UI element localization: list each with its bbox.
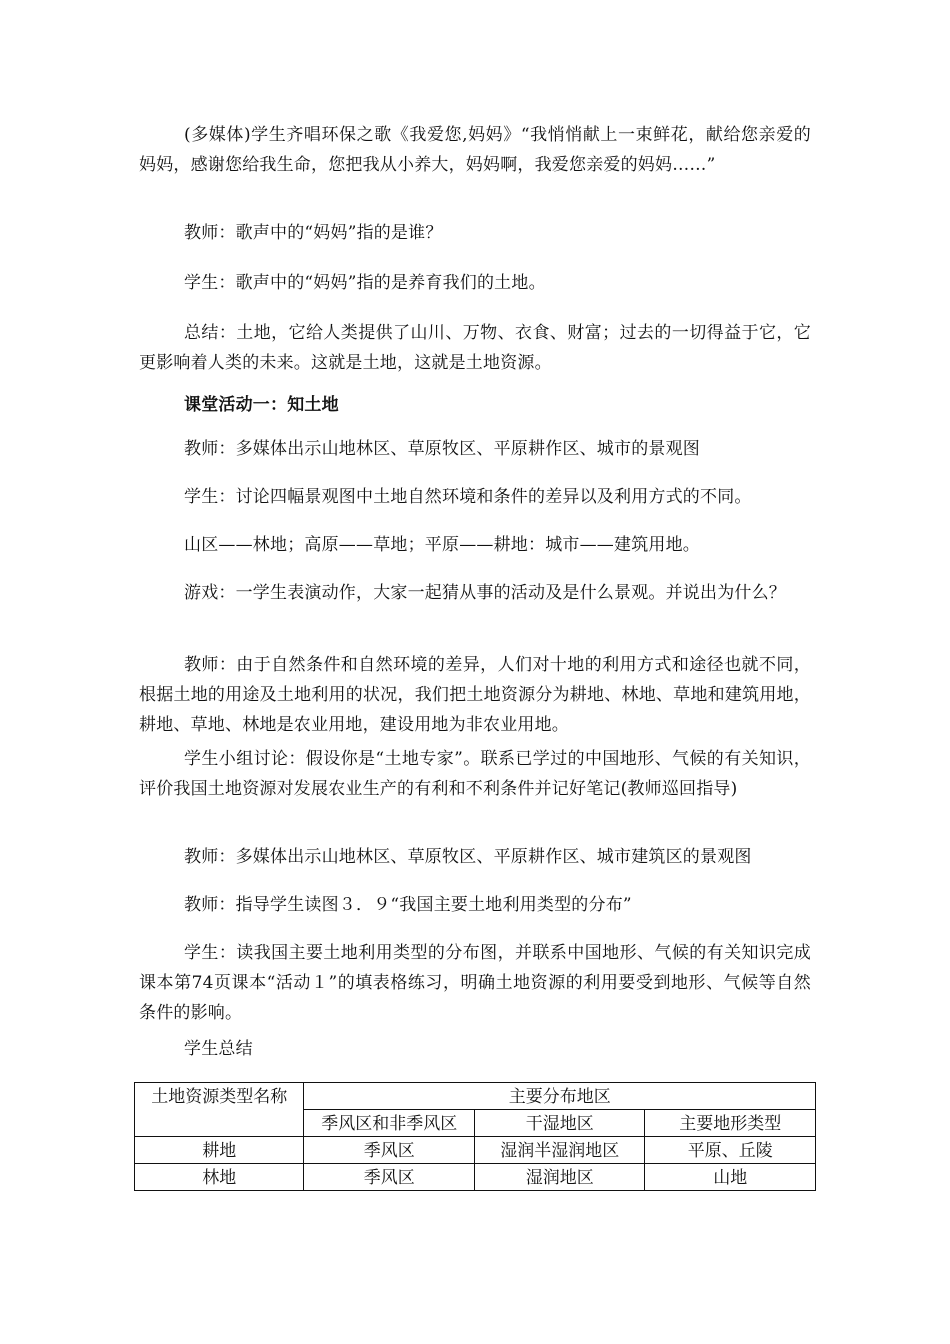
section-heading-activity-one: 课堂活动一：知土地 bbox=[184, 395, 339, 415]
paragraph-teacher-map: 教师：指导学生读图３．９“我国主要土地利用类型的分布” bbox=[184, 895, 632, 915]
table-cell: 湿润半湿润地区 bbox=[474, 1137, 645, 1164]
paragraph-teacher-question: 教师：歌声中的“妈妈”指的是谁？ bbox=[184, 223, 443, 243]
table-cell: 季风区 bbox=[304, 1164, 475, 1191]
land-resource-table bbox=[134, 1082, 816, 1191]
paragraph-teacher-multimedia-2: 教师：多媒体出示山地林区、草原牧区、平原耕作区、城市建筑区的景观图 bbox=[184, 847, 752, 867]
paragraph-teacher-multimedia: 教师：多媒体出示山地林区、草原牧区、平原耕作区、城市的景观图 bbox=[184, 439, 700, 459]
table-cell: 湿润地区 bbox=[474, 1164, 645, 1191]
table-subheader-monsoon: 季风区和非季风区 bbox=[304, 1110, 475, 1137]
table-row bbox=[135, 1164, 816, 1191]
table-cell: 平原、丘陵 bbox=[645, 1137, 816, 1164]
table-cell: 林地 bbox=[135, 1164, 304, 1191]
paragraph-student-discussion: 学生：讨论四幅景观图中土地自然环境和条件的差异以及利用方式的不同。 bbox=[184, 487, 752, 507]
paragraph-teacher-explanation: 教师：由于自然条件和自然环境的差异，人们对十地的利用方式和途径也就不同，根据土地的用途及土地利用的状况，我们把土地资源分为耕地、林地、草地和建筑用地，耕地、草地、林地是农业用地，建设用地为非农业用地。 bbox=[139, 655, 811, 735]
paragraph-student-map-reading: 学生：读我国主要土地利用类型的分布图，并联系中国地形、气候的有关知识完成课本第74页课本“活动１”的填表格练习，明确土地资源的利用要受到地形、气候等自然条件的影响。 bbox=[139, 943, 811, 1023]
paragraph-student-answer: 学生：歌声中的“妈妈”指的是养育我们的土地。 bbox=[184, 273, 546, 293]
paragraph-game: 游戏：一学生表演动作，大家一起猜从事的活动及是什么景观。并说出为什么？ bbox=[184, 583, 786, 603]
paragraph-student-summary: 学生总结 bbox=[184, 1039, 253, 1059]
paragraph-summary: 总结：土地，它给人类提供了山川、万物、衣食、财富；过去的一切得益于它，它更影响着人类的未来。这就是土地，这就是土地资源。 bbox=[139, 323, 811, 373]
table-header-group: 主要分布地区 bbox=[304, 1083, 816, 1110]
table-header-row bbox=[135, 1083, 816, 1110]
paragraph-song-intro: (多媒体)学生齐唱环保之歌《我爱您,妈妈》“我悄悄献上一束鲜花，献给您亲爱的妈妈，感谢您给我生命，您把我从小养大，妈妈啊，我爱您亲爱的妈妈……” bbox=[139, 125, 811, 175]
table-cell: 耕地 bbox=[135, 1137, 304, 1164]
table-cell: 季风区 bbox=[304, 1137, 475, 1164]
paragraph-group-discussion: 学生小组讨论：假设你是“土地专家”。联系已学过的中国地形、气候的有关知识，评价我国土地资源对发展农业生产的有利和不利条件并记好笔记(教师巡回指导) bbox=[139, 749, 811, 799]
paragraph-land-types: 山区——林地；高原——草地；平原——耕地：城市——建筑用地。 bbox=[184, 535, 700, 555]
table-cell: 山地 bbox=[645, 1164, 816, 1191]
table-header-name: 土地资源类型名称 bbox=[135, 1083, 304, 1137]
table-row bbox=[135, 1137, 816, 1164]
table-subheader-humidity: 干湿地区 bbox=[474, 1110, 645, 1137]
table-subheader-terrain: 主要地形类型 bbox=[645, 1110, 816, 1137]
